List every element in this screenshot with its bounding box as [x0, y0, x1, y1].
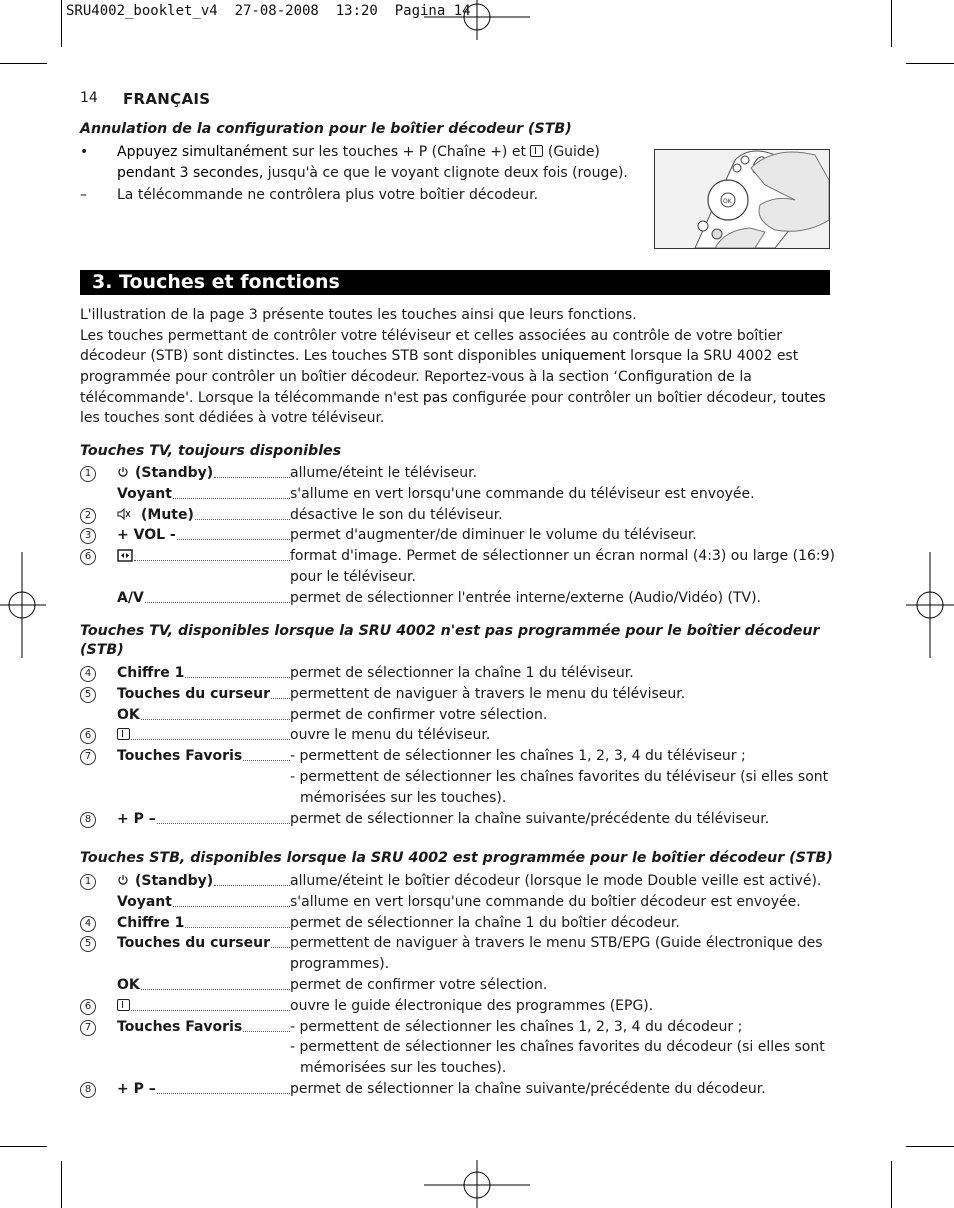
reset-bullet-line2	[117, 163, 628, 184]
item-number: 7	[80, 1020, 96, 1036]
list-item	[80, 1058, 840, 1079]
guide-icon	[117, 998, 130, 1014]
list-item	[80, 1017, 840, 1038]
key-name: (Standby)	[135, 465, 214, 481]
key-description: s'allume en vert lorsqu'une commande du téléviseur est envoyée.	[290, 485, 755, 502]
remote-ok-label: OK	[723, 198, 732, 205]
list-item	[80, 567, 840, 588]
key-name: Chiffre 1	[117, 914, 185, 931]
list-item	[80, 484, 840, 505]
key-description: permet de sélectionner la chaîne 1 du boîtier décodeur.	[290, 914, 680, 931]
list-item	[80, 913, 840, 934]
crop-mark	[891, 0, 892, 47]
key-description: allume/éteint le boîtier décodeur (lorsque le mode Double veille est activé).	[290, 873, 822, 889]
leader-dots	[243, 760, 290, 761]
key-description: permet de sélectionner la chaîne suivante/précédente du décodeur.	[290, 1081, 766, 1097]
leader-dots	[271, 947, 290, 948]
key-description: mémorisées sur les touches).	[300, 789, 507, 806]
item-number: 4	[80, 666, 96, 682]
intro-line-4: programmée pour contrôler un boîtier décodeur. Reportez-vous à la section ‘Configuration de la	[80, 369, 752, 385]
list-item	[80, 788, 840, 809]
list-item	[80, 463, 840, 484]
crop-mark	[906, 1146, 954, 1147]
key-name: Chiffre 1	[117, 665, 185, 681]
leader-dots	[185, 677, 290, 678]
reset-bullet-text-2: jusqu'à ce que le voyant clignote deux fois (rouge).	[263, 165, 628, 181]
intro-line-3	[80, 346, 798, 367]
key-term	[117, 933, 270, 954]
key-term	[117, 684, 270, 705]
leader-dots	[185, 927, 290, 928]
tv-not-prog-heading-2: (STB)	[80, 642, 124, 658]
crop-mark	[0, 1146, 47, 1147]
list-item	[80, 1079, 840, 1100]
intro-emph: pas	[422, 390, 448, 406]
crop-mark	[891, 1161, 892, 1208]
key-description: permettent de naviguer à travers le menu STB/EPG (Guide électronique des	[290, 935, 823, 952]
list-item	[80, 767, 840, 788]
key-name: Touches du curseur	[117, 685, 270, 702]
key-name: Touches Favoris	[117, 1018, 243, 1035]
key-name: Voyant	[117, 485, 172, 502]
list-item	[80, 746, 840, 767]
item-number: 6	[80, 549, 96, 565]
leader-dots	[173, 498, 290, 499]
registration-mark-icon	[906, 552, 954, 658]
list-item	[80, 588, 840, 609]
key-description: mémorisées sur les touches).	[300, 1060, 507, 1077]
item-number: 5	[80, 687, 96, 703]
list-item	[80, 725, 840, 746]
item-number: 6	[80, 999, 96, 1015]
key-term	[117, 663, 184, 684]
crop-mark	[906, 63, 954, 64]
reset-heading: Annulation de la configuration pour le boîtier décodeur (STB)	[80, 121, 572, 137]
key-name: (Standby)	[135, 873, 214, 889]
leader-dots	[145, 602, 290, 603]
list-item	[80, 505, 840, 526]
key-name: Voyant	[117, 893, 172, 910]
remote-illustration	[654, 149, 830, 249]
intro-text: configurée pour contrôler un boîtier décodeur,	[447, 390, 782, 406]
item-number: 8	[80, 1082, 96, 1098]
key-description: permet de sélectionner la chaîne 1 du téléviseur.	[290, 665, 634, 681]
key-term	[117, 484, 172, 505]
crop-mark	[61, 0, 62, 47]
leader-dots	[157, 823, 290, 824]
reset-bullet-bold-2: pendant 3 secondes,	[117, 165, 264, 181]
intro-line-2: Les touches permettant de contrôler votre téléviseur et celles associées au contrôle de votre boîtier	[80, 328, 782, 344]
reset-bullet-line1	[117, 142, 600, 163]
key-name: Touches Favoris	[117, 748, 243, 765]
key-term	[117, 546, 133, 567]
item-number: 3	[80, 528, 96, 544]
reset-dash-text: La télécommande ne contrôlera plus votre boîtier décodeur.	[117, 187, 539, 203]
item-number: 8	[80, 812, 96, 828]
standby-icon	[117, 465, 135, 481]
key-description: programmes).	[290, 956, 390, 973]
list-item	[80, 892, 840, 913]
key-term	[117, 588, 144, 609]
key-term	[117, 892, 172, 913]
print-slug: SRU4002_booklet_v4 27-08-2008 13:20 Pagina 14	[66, 3, 471, 19]
registration-mark-icon	[0, 552, 46, 658]
key-description: permet de confirmer votre sélection.	[290, 977, 548, 993]
key-description: format d'image. Permet de sélectionner un écran normal (4:3) ou large (16:9)	[290, 548, 835, 565]
list-item	[80, 871, 840, 892]
key-description: allume/éteint le téléviseur.	[290, 465, 478, 481]
key-term	[117, 996, 130, 1017]
crop-mark	[61, 1161, 62, 1208]
key-term	[117, 871, 213, 892]
item-number: 7	[80, 749, 96, 765]
key-name: OK	[117, 706, 140, 723]
item-number: 2	[80, 508, 96, 524]
section-title: 3. Touches et fonctions	[92, 271, 340, 293]
standby-icon	[117, 873, 135, 889]
key-name: Touches du curseur	[117, 935, 270, 952]
leader-dots	[173, 906, 290, 907]
intro-emph: toutes	[781, 390, 826, 406]
key-term	[117, 463, 213, 484]
intro-text: lorsque la SRU 4002 est	[625, 348, 799, 364]
leader-dots	[195, 519, 290, 520]
list-item	[80, 684, 840, 705]
leader-dots	[214, 477, 290, 478]
tv-not-prog-heading-1: Touches TV, disponibles lorsque la SRU 4002 n'est pas programmée pour le boîtier décodeur	[80, 623, 820, 639]
intro-text: décodeur (STB) sont distinctes. Les touches STB sont disponibles	[80, 348, 542, 364]
key-description: ouvre le menu du téléviseur.	[290, 727, 491, 744]
dash-marker: –	[80, 187, 87, 203]
guide-icon	[117, 727, 130, 743]
crop-mark	[0, 63, 47, 64]
list-item	[80, 996, 840, 1017]
format-icon	[117, 548, 133, 564]
leader-dots	[243, 1031, 290, 1032]
item-number: 4	[80, 916, 96, 932]
key-description: - permettent de sélectionner les chaînes favorites du décodeur (si elles sont	[290, 1039, 825, 1056]
key-term	[117, 746, 242, 767]
key-description: - permettent de sélectionner les chaînes 1, 2, 3, 4 du décodeur ;	[290, 1018, 743, 1035]
list-item	[80, 933, 840, 954]
page-number: 14	[80, 90, 98, 106]
list-item	[80, 705, 840, 726]
list-item	[80, 954, 840, 975]
list-item	[80, 809, 840, 830]
leader-dots	[131, 1010, 290, 1011]
key-term	[117, 809, 156, 830]
intro-line-5	[80, 388, 826, 409]
key-term	[117, 975, 140, 996]
leader-dots	[271, 698, 290, 699]
tv-always-heading: Touches TV, toujours disponibles	[80, 443, 342, 459]
leader-dots	[141, 719, 290, 720]
key-name: + P –	[117, 1081, 156, 1097]
key-term	[117, 705, 140, 726]
list-item	[80, 1037, 840, 1058]
intro-line-6: les touches sont dédiées à votre téléviseur.	[80, 410, 385, 426]
key-description: ouvre le guide électronique des programmes (EPG).	[290, 997, 654, 1014]
reset-bullet-text: sur les touches + P (Chaîne +) et	[287, 144, 531, 160]
intro-line-1: L'illustration de la page 3 présente toutes les touches ainsi que leurs fonctions.	[80, 307, 637, 323]
list-item	[80, 525, 840, 546]
key-name: + P –	[117, 810, 156, 827]
key-description: désactive le son du téléviseur.	[290, 506, 503, 523]
key-description: permet de sélectionner la chaîne suivante/précédente du téléviseur.	[290, 810, 770, 827]
leader-dots	[177, 539, 290, 540]
guide-icon	[530, 145, 543, 157]
item-number: 1	[80, 874, 96, 890]
item-number: 6	[80, 728, 96, 744]
key-description: permet de confirmer votre sélection.	[290, 706, 548, 723]
key-description: - permettent de sélectionner les chaînes favorites du téléviseur (si elles sont	[290, 769, 829, 785]
intro-emph: uniquement	[541, 348, 626, 364]
key-name: + VOL -	[117, 527, 176, 544]
list-item	[80, 975, 840, 996]
leader-dots	[134, 560, 290, 561]
key-description: permet de sélectionner l'entrée interne/externe (Audio/Vidéo) (TV).	[290, 589, 761, 606]
leader-dots	[141, 989, 290, 990]
key-term	[117, 505, 194, 526]
key-description: s'allume en vert lorsqu'une commande du boîtier décodeur est envoyée.	[290, 893, 801, 910]
key-description: - permettent de sélectionner les chaînes 1, 2, 3, 4 du téléviseur ;	[290, 748, 746, 765]
reset-bullet-bold: Appuyez simultanément	[117, 144, 288, 160]
key-term	[117, 1079, 156, 1100]
list-item	[80, 663, 840, 684]
key-name: OK	[117, 977, 140, 993]
key-term	[117, 1017, 242, 1038]
mute-icon	[117, 507, 141, 523]
key-name: A/V	[117, 589, 144, 606]
key-term	[117, 913, 184, 934]
item-number: 5	[80, 936, 96, 952]
reset-bullet-end: (Guide)	[543, 144, 600, 160]
stb-heading: Touches STB, disponibles lorsque la SRU 4002 est programmée pour le boîtier décodeur (STB)	[80, 850, 833, 866]
leader-dots	[131, 739, 290, 740]
section-title-bar	[80, 270, 830, 295]
remote-drawing	[655, 150, 829, 248]
key-term	[117, 525, 176, 546]
key-description: pour le téléviseur.	[290, 569, 416, 585]
leader-dots	[214, 885, 290, 886]
language-label: FRANÇAIS	[123, 90, 211, 108]
intro-text: télécommande'. Lorsque la télécommande n'est	[80, 390, 423, 406]
key-description: permettent de naviguer à travers le menu du téléviseur.	[290, 685, 686, 702]
item-number: 1	[80, 466, 96, 482]
key-name: (Mute)	[141, 506, 194, 523]
list-item	[80, 546, 840, 567]
key-description: permet d'augmenter/de diminuer le volume du téléviseur.	[290, 527, 697, 544]
registration-mark-icon	[424, 1160, 530, 1208]
leader-dots	[157, 1093, 290, 1094]
key-term	[117, 725, 130, 746]
bullet-marker: •	[80, 144, 89, 160]
